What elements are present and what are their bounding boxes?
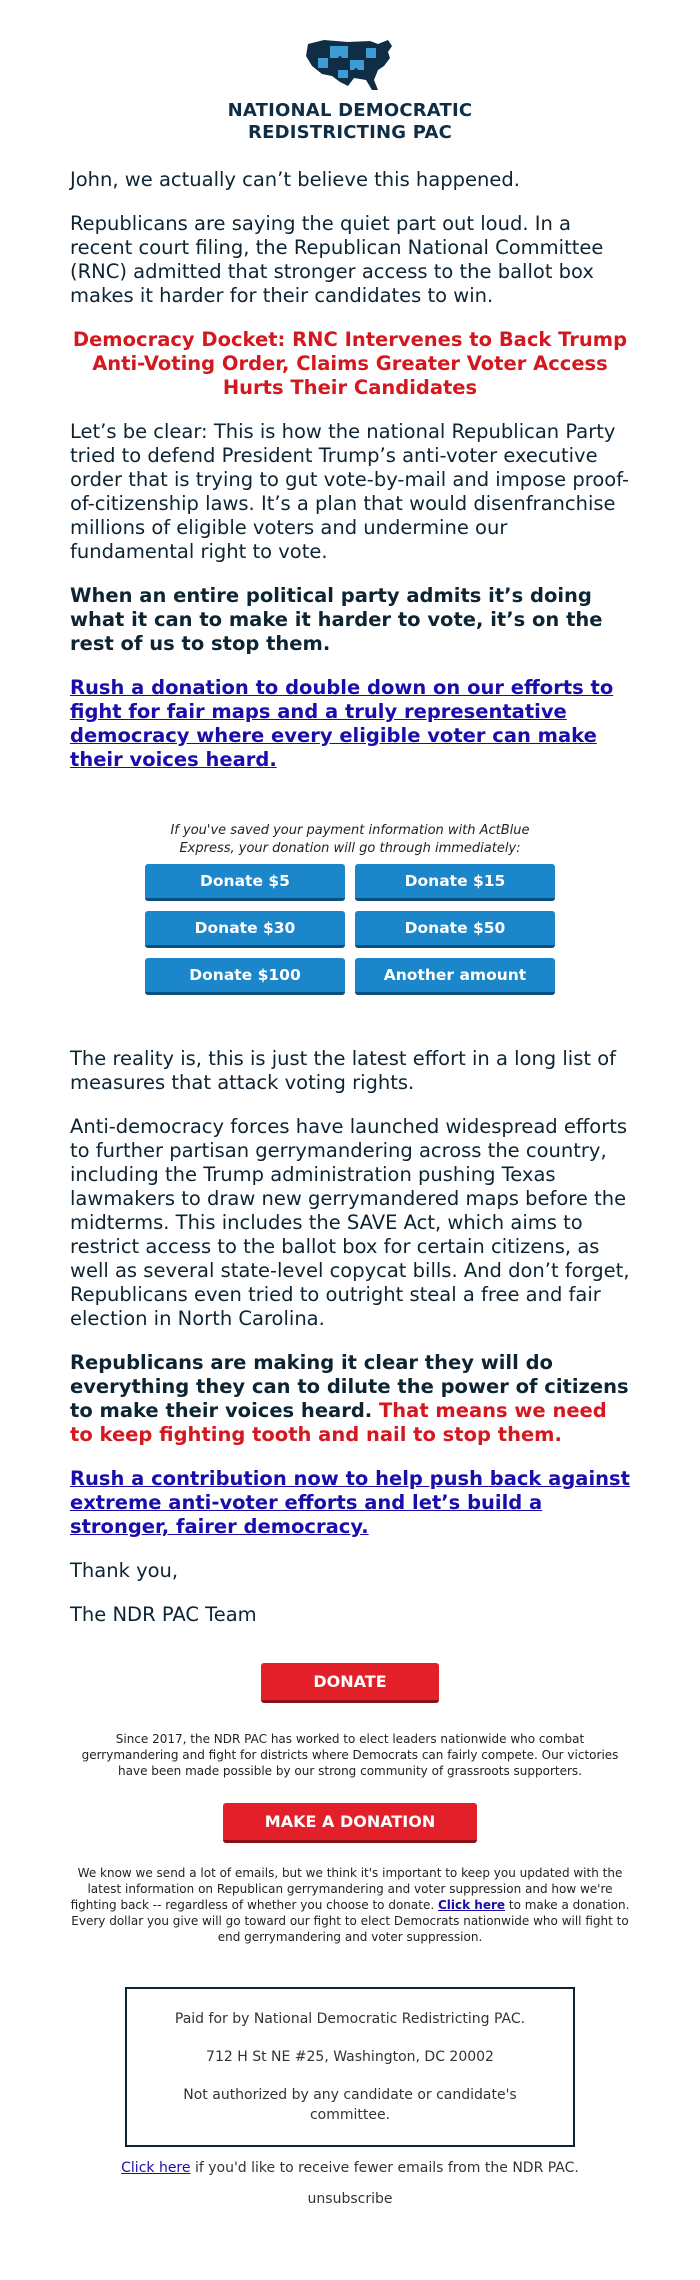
donate-30-button[interactable]: Donate $30: [145, 911, 345, 948]
donate-50-button[interactable]: Donate $50: [355, 911, 555, 948]
donate-15-button[interactable]: Donate $15: [355, 864, 555, 901]
donate-grid: [145, 864, 555, 995]
emails-text-before: We know we send a lot of emails, but we think it's important to keep you updated with the latest information on Republican gerrymandering and voter suppression and how we're fighting back -- regardless of whether you choose to donate.: [70, 1866, 623, 1912]
paragraph-3: The reality is, this is just the latest effort in a long list of measures that attack voting rights.: [70, 1047, 617, 1094]
donation-link-1[interactable]: Rush a donation to double down on our efforts to fight for fair maps and a truly representative democracy where every eligible voter can make their voices heard.: [70, 676, 614, 771]
donation-link-2[interactable]: Rush a contribution now to help push back against extreme anti-voter efforts and let’s build a stronger, fairer democracy.: [70, 1467, 630, 1538]
emails-text-after: to make a donation. Every dollar you give will go toward our fight to elect Democrats nationwide who will fight to end gerrymandering and voter suppression.: [71, 1898, 630, 1944]
greeting: John, we actually can’t believe this happened.: [70, 168, 520, 191]
emails-click-here-link[interactable]: Click here: [438, 1898, 506, 1912]
sign-off-team: The NDR PAC Team: [70, 1603, 257, 1626]
donate-button[interactable]: DONATE: [261, 1663, 439, 1703]
unsubscribe-link[interactable]: unsubscribe: [307, 2191, 393, 2207]
paragraph-4: Anti-democracy forces have launched widespread efforts to further partisan gerrymandering across the country, including the Trump administration pushing Texas lawmakers to draw new gerrymandered maps before the midterms. This includes the SAVE Act, which aims to restrict access to the ballot box for certain citizens, as well as several state-level copycat bills. And don’t forget, Republicans even tried to outright steal a free and fair election in North Carolina.: [70, 1115, 630, 1330]
fewer-emails-text: if you'd like to receive fewer emails from the NDR PAC.: [194, 2160, 579, 2176]
paragraph-1: Republicans are saying the quiet part out loud. In a recent court filing, the Republican National Committee (RNC) admitted that stronger access to the ballot box makes it harder for their candidates to win.: [70, 212, 604, 307]
email-body-2: [0, 1047, 700, 1627]
org-name: [0, 100, 700, 144]
fewer-emails: [0, 2159, 700, 2177]
footer: [0, 1987, 700, 2207]
emails-explainer: [70, 1865, 630, 1945]
header: [0, 0, 700, 144]
make-donation-button[interactable]: MAKE A DONATION: [223, 1803, 477, 1843]
donation-link-2-wrap: [70, 1467, 630, 1539]
sign-off-thanks: Thank you,: [70, 1559, 179, 1582]
bold-statement-2-dark: Republicans are making it clear they will do everything they can to dilute the power of citizens to make their voices heard.: [70, 1351, 629, 1422]
disclaimer-box: [125, 1987, 575, 2147]
donate-100-button[interactable]: Donate $100: [145, 958, 345, 995]
cta-section: [0, 1663, 700, 1945]
address-text: 712 H St NE #25, Washington, DC 20002: [206, 2049, 494, 2065]
donate-5-button[interactable]: Donate $5: [145, 864, 345, 901]
fewer-emails-link[interactable]: Click here: [121, 2160, 191, 2176]
us-map-puzzle-icon: [304, 36, 396, 92]
actblue-note: If you've saved your payment information with ActBlue Express, your donation will go through immediately:: [170, 823, 530, 856]
email-body: [0, 168, 700, 772]
bold-statement-2-red: That means we need to keep fighting tooth and nail to stop them.: [70, 1399, 607, 1446]
donation-link-1-wrap: [70, 676, 630, 772]
paragraph-2: Let’s be clear: This is how the national Republican Party tried to defend President Trump’s anti-voter executive order that is trying to gut vote-by-mail and impose proof-of-citizenship laws. It’s a plan that would disenfranchise millions of eligible voters and undermine our fundamental right to vote.: [70, 420, 630, 563]
since-2017-text: Since 2017, the NDR PAC has worked to elect leaders nationwide who combat gerrymandering and fight for districts where Democrats can fairly compete. Our victories have been made possible by our strong community of grassroots supporters.: [81, 1732, 619, 1778]
org-name-line2: REDISTRICTING PAC: [248, 122, 452, 143]
paid-for-text: Paid for by National Democratic Redistricting PAC.: [174, 2011, 526, 2027]
bold-statement-2: [70, 1351, 630, 1447]
donate-box: [0, 822, 700, 995]
another-amount-button[interactable]: Another amount: [355, 958, 555, 995]
not-authorized-text: Not authorized by any candidate or candidate's committee.: [183, 2087, 517, 2123]
bold-statement-1: When an entire political party admits it’s doing what it can to make it harder to vote, it’s on the rest of us to stop them.: [70, 584, 603, 655]
headline: Democracy Docket: RNC Intervenes to Back Trump Anti-Voting Order, Claims Greater Voter Access Hurts Their Candidates: [72, 328, 628, 399]
org-name-line1: NATIONAL DEMOCRATIC: [227, 100, 473, 121]
